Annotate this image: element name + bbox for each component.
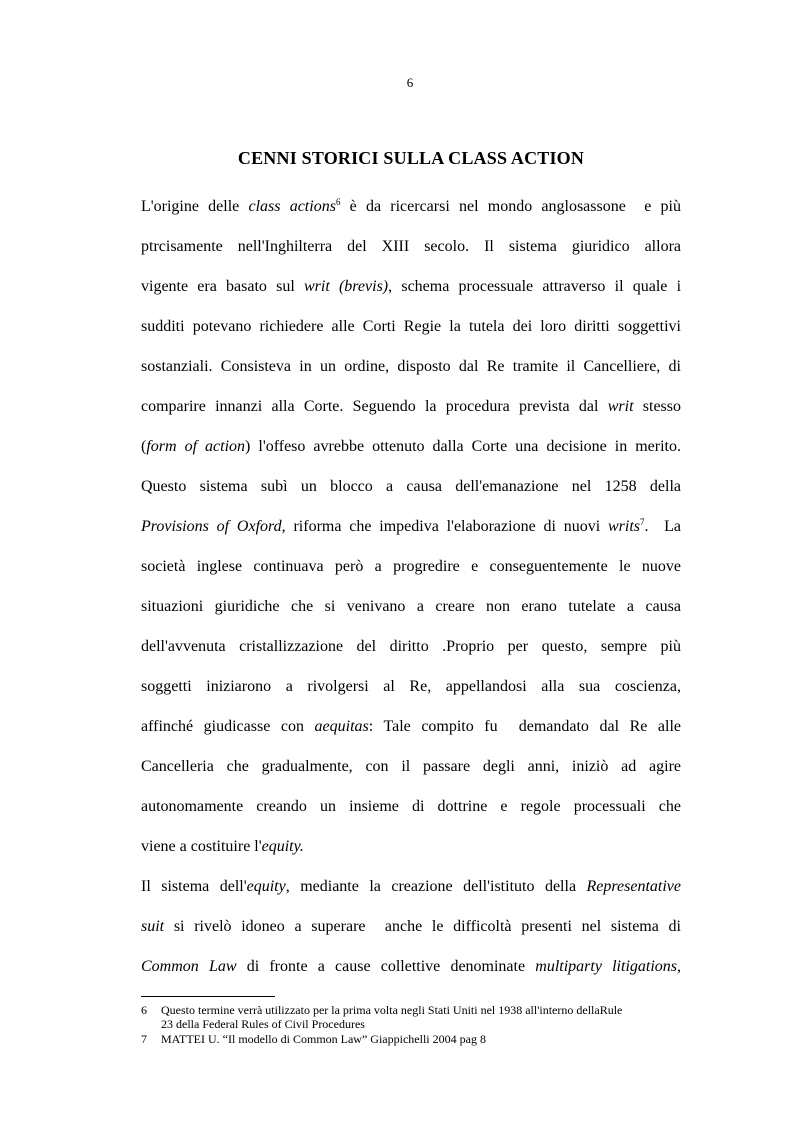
text-line: dell'avvenuta cristallizzazione del diritto .Proprio per questo, sempre più xyxy=(141,638,681,655)
text-line: Cancelleria che gradualmente, con il passare degli anni, iniziò ad agire xyxy=(141,758,681,775)
text-line: Provisions of Oxford, riforma che impediva l'elaborazione di nuovi writs$^7$. La xyxy=(141,517,682,535)
page-number: 6 xyxy=(406,75,414,90)
text-line: sudditi potevano richiedere alle Corti Regie la tutela dei loro diritti soggettivi xyxy=(141,318,681,335)
text-line: affinché giudicasse con aequitas: Tale compito fu demandato dal Re alle xyxy=(141,718,681,735)
footnote-ref-7: 7 xyxy=(640,517,645,527)
text-line: vigente era basato sul writ (brevis), schema processuale attraverso il quale i xyxy=(141,278,682,295)
text-line: suit si rivelò idoneo a superare anche le difficoltà presenti nel sistema di xyxy=(141,918,681,935)
text-line: Il sistema dell'equity, mediante la creazione dell'istituto della Representative xyxy=(141,878,682,895)
text-line: società inglese continuava però a progredire e conseguentemente le nuove xyxy=(141,558,681,575)
footnote-text: Questo termine verrà utilizzato per la prima volta negli Stati Uniti nel 1938 all'interno dellaRule xyxy=(161,1003,623,1017)
text-line: ptrcisamente nell'Inghilterra del XIII secolo. Il sistema giuridico allora xyxy=(141,238,681,255)
footnote-text: 23 della Federal Rules of Civil Procedures xyxy=(161,1017,365,1031)
text-line: situazioni giuridiche che si venivano a creare non erano tutelate a causa xyxy=(141,598,681,615)
text-line: viene a costituire l'equity. xyxy=(141,838,304,855)
text-line: (form of action) l'offeso avrebbe ottenuto dalla Corte una decisione in merito. xyxy=(141,438,681,455)
text-line: autonomamente creando un insieme di dottrine e regole processuali che xyxy=(141,798,681,815)
footnote-number: 6 xyxy=(141,1003,147,1017)
text-line: Common Law di fronte a cause collettive denominate multiparty litigations, xyxy=(141,958,682,975)
text-line: comparire innanzi alla Corte. Seguendo la procedura prevista dal writ stesso xyxy=(141,398,681,415)
footnote-text: MATTEI U. “Il modello di Common Law” Giappichelli 2004 pag 8 xyxy=(161,1032,486,1046)
footnote-ref-6: 6 xyxy=(335,197,341,207)
footnote-number: 7 xyxy=(141,1032,147,1046)
page-title: CENNI STORICI SULLA CLASS ACTION xyxy=(237,148,585,168)
text-line: soggetti iniziarono a rivolgersi al Re, appellandosi alla sua coscienza, xyxy=(141,678,681,695)
text-line: L'origine delle class actions$^6$ è da ricercarsi nel mondo anglosassone e più xyxy=(141,197,682,215)
text-line: sostanziali. Consisteva in un ordine, disposto dal Re tramite il Cancelliere, di xyxy=(141,358,681,375)
footnote-separator xyxy=(141,996,275,997)
text-line: Questo sistema subì un blocco a causa dell'emanazione nel 1258 della xyxy=(141,478,681,495)
